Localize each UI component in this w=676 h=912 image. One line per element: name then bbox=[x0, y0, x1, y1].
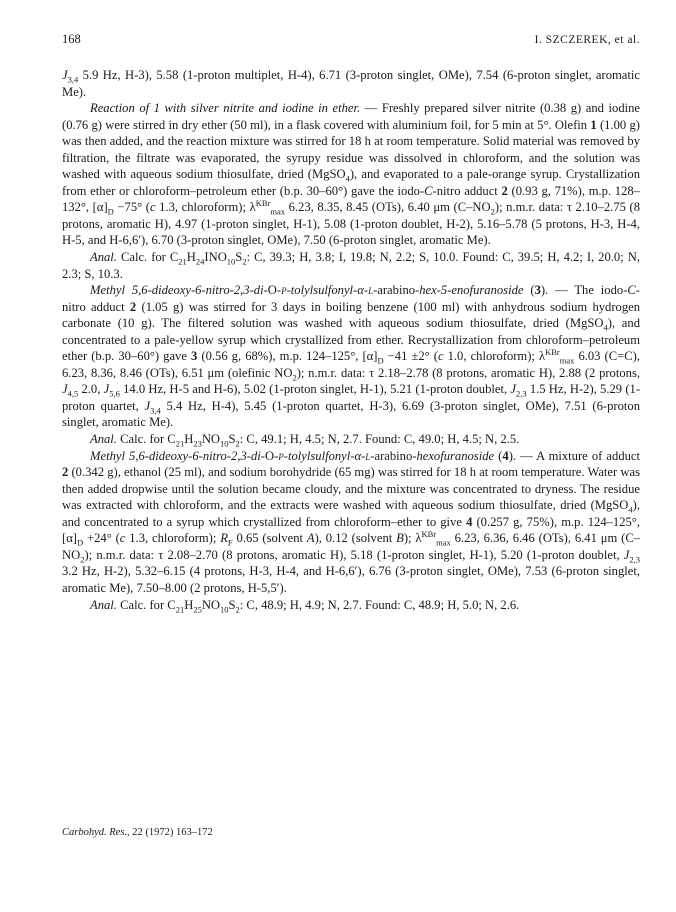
text-run: J bbox=[144, 398, 151, 413]
text-run: Calc. for C bbox=[116, 250, 179, 265]
text-run: H bbox=[184, 432, 194, 447]
text-run: 2 bbox=[62, 465, 69, 480]
text-run: 1.0, chloroform); λ bbox=[443, 349, 546, 364]
text-run: 3.2 Hz, H-2), 5.32–6.15 (4 protons, H-3, H-4, and H-6,6′), 6.76 (3-proton singlet, OMe), 7.53 (6-proton singlet, aromatic Me), 7.50–8.00 (2 protons, H-5,5′). bbox=[62, 564, 640, 595]
text-run: 2 bbox=[235, 438, 240, 449]
text-run: ). — A mixture of adduct bbox=[508, 448, 640, 463]
text-run: 4 bbox=[466, 514, 473, 529]
text-run: 2.0, bbox=[78, 382, 104, 397]
article-body bbox=[62, 67, 640, 613]
text-run: S bbox=[228, 432, 236, 447]
text-run: 21 bbox=[175, 604, 185, 615]
text-run: NO bbox=[201, 432, 221, 447]
text-run: : C, 39.3; H, 3.8; I, 19.8; N, 2.2; S, 10.0. Found: C, 39.5; H, 4.2; I, 20.0; N, 2.3; S, 10.3. bbox=[62, 250, 640, 281]
text-run: B bbox=[396, 531, 404, 546]
text-run: 14.0 Hz, H-5 and H-6), 5.02 (1-proton singlet, H-1), 5.21 (1-proton doublet, bbox=[119, 382, 511, 397]
text-run: l bbox=[365, 448, 371, 463]
footer-citation: 22 (1972) 163–172 bbox=[129, 827, 213, 838]
paragraph-p1 bbox=[62, 67, 640, 100]
text-run: 0.65 (solvent bbox=[232, 531, 307, 546]
text-run: : C, 48.9; H, 4.9; N, 2.7. Found: C, 48.9; H, 5.0; N, 2.6. bbox=[239, 597, 520, 612]
text-run: 10 bbox=[220, 604, 229, 615]
text-run: KBr bbox=[545, 347, 560, 358]
text-run: 21 bbox=[175, 438, 185, 449]
journal-footer bbox=[62, 827, 213, 838]
text-run: c bbox=[119, 531, 126, 546]
text-run: ). — The iodo- bbox=[540, 283, 628, 298]
text-run: 4 bbox=[603, 322, 608, 333]
text-run: 10 bbox=[226, 256, 236, 267]
text-run: 3 bbox=[191, 349, 198, 364]
text-run: 2 bbox=[490, 206, 495, 217]
text-run: O bbox=[264, 448, 275, 463]
running-header bbox=[62, 32, 640, 54]
text-run: 2 bbox=[80, 554, 85, 565]
page-number: 168 bbox=[62, 32, 81, 46]
text-run: l bbox=[368, 283, 374, 298]
text-run: — Freshly prepared silver nitrite (0.38 g) and iodine (0.76 g) were stirred in dry ether (50 ml), in a flask covered with aluminium foil, for 5 min at 5°. Olefin bbox=[62, 101, 640, 132]
text-run: - bbox=[274, 448, 279, 463]
text-run: max bbox=[559, 355, 575, 366]
text-run: -hexofuranoside bbox=[412, 448, 495, 463]
text-run: ), and concentrated to a syrup which crystallized from chloroform–ether to give bbox=[62, 498, 640, 529]
text-run: 10 bbox=[220, 438, 229, 449]
text-run: ( bbox=[494, 448, 503, 463]
text-run: 21 bbox=[178, 256, 187, 267]
text-run: -arabino bbox=[373, 283, 416, 298]
text-run: J bbox=[62, 68, 68, 82]
text-run: 6.23, 6.36, 6.46 (OTs), 6.41 μm (C–NO bbox=[62, 531, 641, 562]
text-run: 6.03 (C=C), 6.23, 8.36, 8.46 (OTs), 6.51 μm (olefinic NO bbox=[62, 349, 640, 380]
text-run: 4 bbox=[628, 504, 633, 515]
text-run: H bbox=[184, 597, 194, 612]
text-run: ); n.m.r. data: τ 2.10–2.75 (8 protons, aromatic H), 4.97 (1-proton singlet, H-1), 5.08 (1-proton doublet, H-2), 5.16–5.78 (5 protons, H-3, H-4, H-5, and H-6,6′), 6.70 (3-proton singlet, OMe), 7.50 (6-proton singlet, aromatic Me). bbox=[62, 200, 641, 248]
text-run: 6.23, 8.35, 8.45 (OTs), 6.40 μm (C–NO bbox=[284, 200, 491, 215]
text-run: -tolylsulfonyl-α- bbox=[286, 283, 369, 298]
text-run: ); λ bbox=[403, 531, 422, 546]
text-run: 4 bbox=[502, 448, 509, 463]
footer-journal: Carbohyd. Res., bbox=[62, 827, 130, 838]
text-run: 5,6 bbox=[109, 388, 120, 399]
paragraph-p3 bbox=[62, 249, 640, 282]
text-run: 2 bbox=[292, 372, 297, 383]
text-run: p bbox=[278, 448, 284, 463]
text-run: Anal. bbox=[90, 250, 117, 265]
text-run: R bbox=[220, 531, 228, 546]
text-run: 25 bbox=[193, 604, 202, 615]
text-run: A bbox=[306, 531, 315, 546]
text-run: c bbox=[437, 349, 444, 364]
running-head-author: I. SZCZEREK, et al. bbox=[534, 34, 640, 46]
text-run: ); n.m.r. data: τ 2.18–2.78 (8 protons, aromatic H), 2.88 (2 protons, bbox=[296, 365, 640, 380]
text-run: - bbox=[276, 283, 282, 298]
text-run: (0.257 g, 75%), m.p. 124–125°, [α] bbox=[62, 514, 640, 546]
text-run: Methyl 5,6-dideoxy-6-nitro-2,3-di- bbox=[90, 283, 268, 298]
text-run: -hex-5-enofuranoside bbox=[415, 283, 524, 298]
text-run: 2 bbox=[242, 256, 247, 267]
text-run: 2 bbox=[235, 604, 240, 615]
text-run: -tolylsulfonyl-α- bbox=[283, 448, 366, 463]
text-run: 3,4 bbox=[67, 74, 79, 85]
text-run: H bbox=[186, 250, 196, 265]
text-run: ), 0.12 (solvent bbox=[314, 531, 397, 546]
text-run: (0.56 g, 68%), m.p. 124–125°, [α] bbox=[197, 349, 378, 364]
text-run: Calc. for C bbox=[116, 432, 176, 447]
text-run: 23 bbox=[193, 438, 202, 449]
text-run: max bbox=[436, 537, 451, 548]
text-run: 1.5 Hz, H-2), 5.29 (1-proton quartet, bbox=[62, 382, 641, 413]
text-run: +24° ( bbox=[83, 531, 120, 546]
text-run: Methyl 5,6-dideoxy-6-nitro-2,3-di- bbox=[90, 448, 265, 463]
text-run: -nitro adduct bbox=[62, 283, 640, 314]
text-run: 3,4 bbox=[150, 405, 161, 416]
paragraph-p4 bbox=[62, 282, 640, 431]
text-run: ), and concentrated to a pale-yellow syrup which crystallized from ether. Recrystallization from chloroform–petroleum ether (b.p. 30–60°) gave bbox=[62, 316, 640, 364]
text-run: 1.3, chloroform); λ bbox=[155, 200, 256, 215]
text-run: −41 ±2° ( bbox=[383, 349, 438, 364]
text-run: C bbox=[627, 283, 636, 298]
text-run: 5.4 Hz, H-4), 5.45 (1-proton quartet, H-3), 6.69 (3-proton singlet, OMe), 7.51 (6-proton singlet, aromatic Me). bbox=[62, 398, 640, 430]
paragraph-p6 bbox=[62, 448, 640, 597]
text-run: 2,3 bbox=[629, 554, 640, 565]
text-run: −75° ( bbox=[113, 200, 150, 215]
text-run: 2 bbox=[129, 299, 137, 314]
text-run: INO bbox=[204, 250, 227, 265]
text-run: KBr bbox=[421, 529, 437, 540]
text-run: 2,3 bbox=[515, 388, 527, 399]
text-run: Calc. for C bbox=[116, 597, 176, 612]
text-run: C bbox=[424, 183, 433, 198]
text-run: 4,5 bbox=[67, 388, 79, 399]
page bbox=[62, 32, 640, 613]
paragraph-p7 bbox=[62, 597, 640, 614]
text-run: S bbox=[235, 250, 243, 265]
text-run: 2 bbox=[501, 183, 508, 198]
text-run: 24 bbox=[195, 256, 205, 267]
text-run: (0.93 g, 71%), m.p. 128–132°, [α] bbox=[62, 183, 640, 215]
text-run: S bbox=[228, 597, 236, 612]
text-run: O bbox=[267, 283, 277, 298]
text-run: J bbox=[103, 382, 110, 397]
text-run: J bbox=[62, 382, 68, 397]
text-run: Reaction of bbox=[90, 101, 154, 116]
text-run: 1.3, chloroform); bbox=[125, 531, 221, 546]
text-run: p bbox=[281, 283, 287, 298]
text-run: c bbox=[149, 200, 156, 215]
text-run: NO bbox=[201, 597, 221, 612]
text-run: (1.05 g) was stirred for 3 days in boiling benzene (100 ml) with anhydrous sodium hydrogen carbonate (10 g). The filtered solution was washed with aqueous sodium thiosulfate, dried (MgSO bbox=[62, 299, 641, 331]
paragraph-p2 bbox=[62, 100, 640, 249]
text-run: (0.342 g), ethanol (25 ml), and sodium borohydride (65 mg) was stirred for 18 h at room temperature. Water was then added dropwise until the solution became cloudy, and the mixture was concentrated to dryness. The residue was extracted with chloroform, and the extracts were washed with aqueous sodium thiosulfate, dried (MgSO bbox=[62, 465, 640, 513]
text-run: ); n.m.r. data: τ 2.08–2.70 (8 protons, aromatic H), 5.18 (1-proton singlet, H-1), 5.20 (1-proton doublet, bbox=[84, 547, 624, 562]
text-run: 4 bbox=[345, 173, 350, 184]
text-run: 3 bbox=[534, 283, 541, 298]
text-run: 5.9 Hz, H-3), 5.58 (1-proton multiplet, H-4), 6.71 (3-proton singlet, OMe), 7.54 (6-proton singlet, aromatic Me). bbox=[62, 68, 640, 99]
text-run: (1.00 g) was then added, and the reaction mixture was stirred for 18 h at room temperature. Solid material was removed by filtration, the filtrate was evaporated, the syrupy residue was dissolved in chloroform, and the solution was washed with aqueous sodium thiosulfate, dried (MgSO bbox=[62, 117, 640, 182]
text-run: J bbox=[623, 547, 630, 562]
text-run: with silver nitrite and iodine in ether. bbox=[159, 101, 361, 116]
text-run: -arabino bbox=[370, 448, 413, 463]
text-run: ), and evaporated to a pale-orange syrup. Crystallization from ether or chloroform–petroleum ether (b.p. 30–60°) gave the iodo- bbox=[62, 167, 640, 198]
text-run: max bbox=[270, 206, 285, 217]
text-run: 1 bbox=[153, 101, 160, 116]
text-run: D bbox=[77, 537, 84, 548]
text-run: D bbox=[377, 355, 384, 366]
text-run: 1 bbox=[590, 117, 597, 132]
text-run: ( bbox=[523, 283, 535, 298]
text-run: KBr bbox=[255, 198, 271, 209]
text-run: Anal. bbox=[90, 432, 117, 447]
text-run: Anal. bbox=[90, 597, 117, 612]
text-run: J bbox=[510, 382, 516, 397]
text-run: : C, 49.1; H, 4.5; N, 2.7. Found: C, 49.0; H, 4.5; N, 2.5. bbox=[239, 432, 520, 447]
text-run: D bbox=[107, 206, 114, 217]
paragraph-p5 bbox=[62, 431, 640, 448]
text-run: F bbox=[227, 537, 233, 548]
text-run: -nitro adduct bbox=[432, 183, 502, 198]
